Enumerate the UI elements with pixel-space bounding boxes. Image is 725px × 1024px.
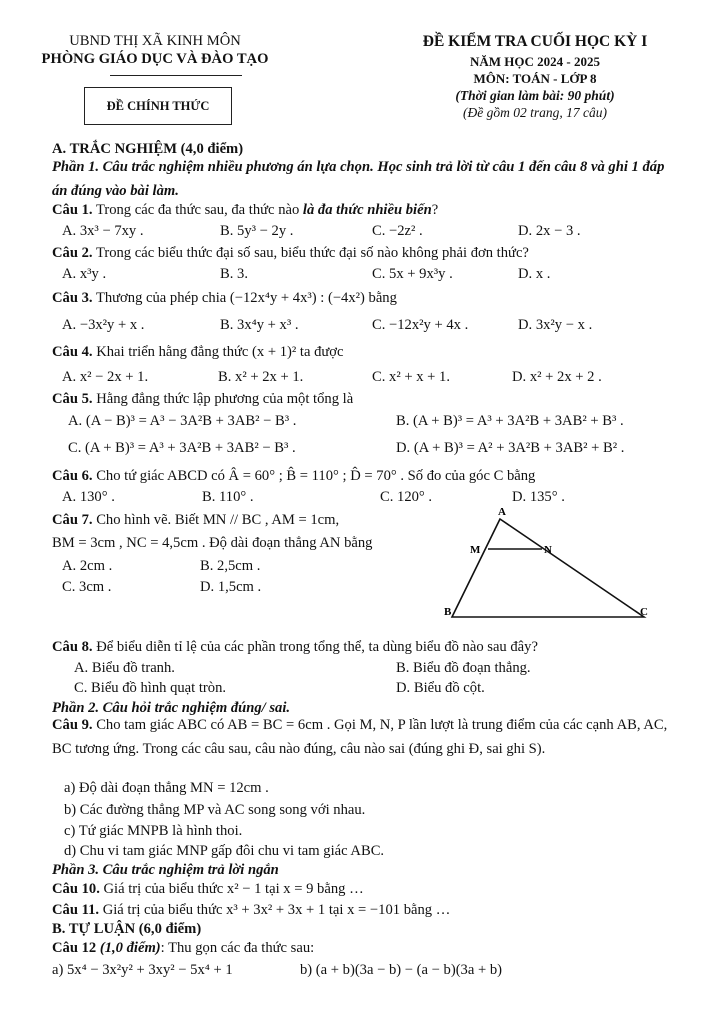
q1-option-c: C. −2z² . bbox=[372, 223, 423, 239]
dept-name: UBND THỊ XÃ KINH MÔN bbox=[69, 33, 241, 49]
exam-title: ĐỀ KIỂM TRA CUỐI HỌC KỲ I bbox=[422, 33, 648, 50]
q3-option-c: C. −12x²y + 4x . bbox=[372, 317, 469, 333]
label-m: M bbox=[470, 544, 481, 556]
q5-option-d: D. (A + B)³ = A² + 3A²B + 3AB² + B² . bbox=[396, 440, 625, 456]
subject: MÔN: TOÁN - LỚP 8 bbox=[473, 71, 597, 86]
pages-note: (Đề gồm 02 trang, 17 câu) bbox=[463, 105, 607, 120]
q4-option-b: B. x² + 2x + 1. bbox=[218, 369, 304, 385]
q1-option-d: D. 2x − 3 . bbox=[518, 223, 581, 239]
q4-stem bbox=[52, 344, 343, 361]
q9-label: Câu 9. bbox=[52, 717, 93, 733]
q3-stem bbox=[52, 290, 397, 307]
q2-stem bbox=[52, 245, 529, 262]
label-c: C bbox=[640, 606, 648, 618]
label-b: B bbox=[444, 606, 452, 618]
duration: (Thời gian làm bài: 90 phút) bbox=[455, 88, 615, 103]
q10-text: Giá trị của biểu thức x² − 1 tại x = 9 bằng … bbox=[103, 881, 364, 897]
q9-statement-b: b) Các đường thẳng MP và AC song song với nhau. bbox=[64, 802, 366, 818]
q5-stem bbox=[52, 391, 353, 408]
q12-text: : Thu gọn các đa thức sau: bbox=[160, 940, 315, 956]
q1-end: ? bbox=[431, 202, 439, 218]
triangle-abc bbox=[452, 519, 644, 617]
q4-option-d: D. x² + 2x + 2 . bbox=[512, 369, 602, 385]
q2-option-d: D. x . bbox=[518, 266, 551, 282]
q2-label: Câu 2. bbox=[52, 245, 93, 261]
q8-option-a: A. Biểu đồ tranh. bbox=[74, 660, 175, 676]
q12-part-b: b) (a + b)(3a − b) − (a − b)(3a + b) bbox=[300, 962, 503, 978]
q6-label: Câu 6. bbox=[52, 468, 93, 484]
q2-option-c: C. 5x + 9x³y . bbox=[372, 266, 453, 282]
triangle-figure bbox=[438, 505, 668, 627]
q2-option-a: A. x³y . bbox=[62, 266, 107, 282]
q7-line1: Cho hình vẽ. Biết MN // BC , AM = 1cm, bbox=[96, 512, 340, 528]
q1-label: Câu 1. bbox=[52, 202, 93, 218]
q12-part-a: a) 5x⁴ − 3x²y² + 3xy² − 5x⁴ + 1 bbox=[52, 962, 233, 978]
q7-stem-line2: BM = 3cm , NC = 4,5cm . Độ dài đoạn thẳng AN bằng bbox=[52, 535, 373, 551]
q7-option-c: C. 3cm . bbox=[62, 579, 112, 595]
q7-option-b: B. 2,5cm . bbox=[200, 558, 261, 574]
q8-label: Câu 8. bbox=[52, 639, 93, 655]
q7-stem-line1 bbox=[52, 512, 339, 529]
q12-stem bbox=[52, 940, 314, 957]
q3-option-b: B. 3x⁴y + x³ . bbox=[220, 317, 299, 333]
q10-stem bbox=[52, 881, 364, 898]
q6-option-a: A. 130° . bbox=[62, 489, 115, 505]
q9-statement-a: a) Độ dài đoạn thẳng MN = 12cm . bbox=[64, 780, 269, 796]
q3-text: Thương của phép chia (−12x⁴y + 4x³) : (−4x²) bằng bbox=[95, 290, 397, 306]
q2-text: Trong các biểu thức đại số sau, biểu thức đại số nào không phải đơn thức? bbox=[95, 245, 529, 261]
q5-text: Hằng đẳng thức lập phương của một tổng là bbox=[96, 391, 354, 407]
q10-label: Câu 10. bbox=[52, 881, 100, 897]
q3-option-d: D. 3x²y − x . bbox=[518, 317, 593, 333]
part1-instructions: Phần 1. Câu trắc nghiệm nhiều phương án lựa chọn. Học sinh trả lời từ câu 1 đến câu 8 và ghi 1 đáp án đúng vào bài làm. bbox=[52, 159, 665, 199]
section-b-title: B. TỰ LUẬN (6,0 điểm) bbox=[52, 921, 202, 937]
q3-option-a: A. −3x²y + x . bbox=[62, 317, 145, 333]
part3-title: Phần 3. Câu trắc nghiệm trả lời ngắn bbox=[52, 862, 279, 878]
q11-stem bbox=[52, 902, 450, 919]
q12-points: (1,0 điểm) bbox=[99, 940, 161, 956]
q6-text: Cho tứ giác ABCD có Â = 60° ; B̂ = 110° ; D̂ = 70° . Số đo của góc C bằng bbox=[96, 468, 536, 484]
q6-option-d: D. 135° . bbox=[512, 489, 565, 505]
q1-text: Trong các đa thức sau, đa thức nào bbox=[95, 202, 303, 218]
q3-label: Câu 3. bbox=[52, 290, 93, 306]
q7-label: Câu 7. bbox=[52, 512, 93, 528]
q1-option-b: B. 5y³ − 2y . bbox=[220, 223, 294, 239]
q6-option-c: C. 120° . bbox=[380, 489, 433, 505]
q1-emph: là đa thức nhiều biến bbox=[302, 202, 432, 218]
q11-text: Giá trị của biểu thức x³ + 3x² + 3x + 1 tại x = −101 bằng … bbox=[102, 902, 451, 918]
office-name: PHÒNG GIÁO DỤC VÀ ĐÀO TẠO bbox=[41, 51, 269, 67]
q6-stem bbox=[52, 468, 535, 485]
q4-label: Câu 4. bbox=[52, 344, 93, 360]
q5-label: Câu 5. bbox=[52, 391, 93, 407]
q1-option-a: A. 3x³ − 7xy . bbox=[62, 223, 144, 239]
q8-stem bbox=[52, 639, 538, 656]
q5-option-c: C. (A + B)³ = A³ + 3A²B + 3AB² − B³ . bbox=[68, 440, 296, 456]
q4-text: Khai triển hằng đẳng thức (x + 1)² ta được bbox=[96, 344, 344, 360]
q8-text: Để biểu diễn tỉ lệ của các phần trong tổng thể, ta dùng biểu đồ nào sau đây? bbox=[96, 639, 538, 655]
q8-option-b: B. Biểu đồ đoạn thẳng. bbox=[396, 660, 531, 676]
q9-statement-d: d) Chu vi tam giác MNP gấp đôi chu vi tam giác ABC. bbox=[64, 843, 385, 859]
q7-option-a: A. 2cm . bbox=[62, 558, 113, 574]
q8-option-d: D. Biểu đồ cột. bbox=[396, 680, 485, 696]
q9-statement-c: c) Tứ giác MNPB là hình thoi. bbox=[64, 823, 243, 839]
official-label: ĐỀ CHÍNH THỨC bbox=[84, 87, 232, 125]
q7-option-d: D. 1,5cm . bbox=[200, 579, 262, 595]
section-a-title: A. TRẮC NGHIỆM (4,0 điểm) bbox=[52, 141, 244, 157]
header-rule bbox=[110, 75, 242, 76]
q11-label: Câu 11. bbox=[52, 902, 100, 918]
q4-option-c: C. x² + x + 1. bbox=[372, 369, 450, 385]
label-n: N bbox=[544, 544, 552, 556]
q9-text: Cho tam giác ABC có AB = BC = 6cm . Gọi M, N, P lần lượt là trung điểm của các cạnh AB, AC, BC tương ứng. Trong các câu sau, câu nào đúng, câu nào sai (đúng ghi Đ, sai ghi S). bbox=[52, 717, 668, 757]
q6-option-b: B. 110° . bbox=[202, 489, 254, 505]
q1-stem bbox=[52, 202, 438, 219]
q5-option-b: B. (A + B)³ = A³ + 3A²B + 3AB² + B³ . bbox=[396, 413, 624, 429]
q4-option-a: A. x² − 2x + 1. bbox=[62, 369, 149, 385]
part2-title: Phần 2. Câu hỏi trắc nghiệm đúng/ sai. bbox=[52, 700, 291, 716]
label-a: A bbox=[498, 506, 506, 518]
q2-option-b: B. 3. bbox=[220, 266, 248, 282]
q12-label: Câu 12 bbox=[52, 940, 97, 956]
q9-stem bbox=[52, 713, 670, 761]
q8-option-c: C. Biểu đồ hình quạt tròn. bbox=[74, 680, 227, 696]
school-year: NĂM HỌC 2024 - 2025 bbox=[470, 54, 600, 69]
q5-option-a: A. (A − B)³ = A³ − 3A²B + 3AB² − B³ . bbox=[68, 413, 297, 429]
